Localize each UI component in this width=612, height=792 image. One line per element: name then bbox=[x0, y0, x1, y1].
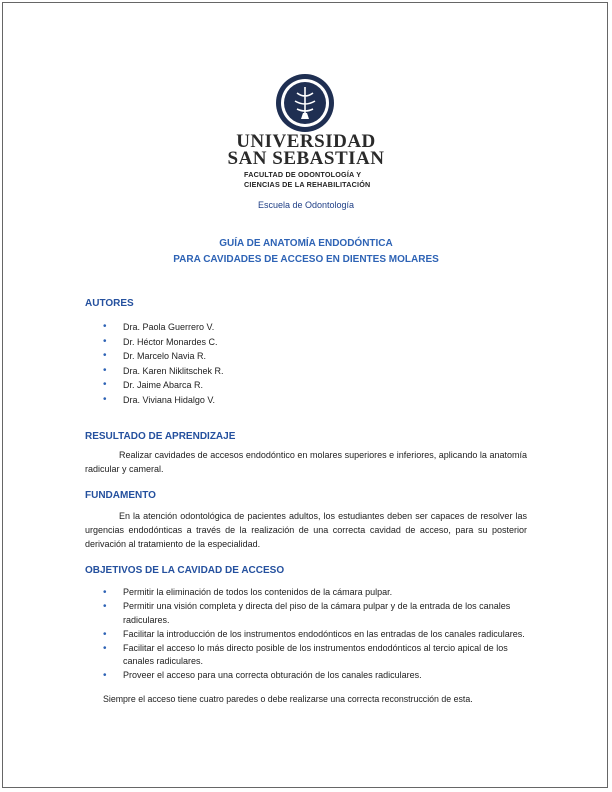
author-item: • Dr. Héctor Monardes C. bbox=[103, 335, 224, 350]
author-item: • Dra. Viviana Hidalgo V. bbox=[103, 393, 224, 408]
document-title-line1: GUÍA DE ANATOMÍA ENDODÓNTICA bbox=[219, 238, 393, 249]
authors-heading: AUTORES bbox=[85, 298, 134, 309]
foundation-text: En la atención odontológica de pacientes adultos, los estudiantes deben ser capaces de resolver las urgencias endodónticas a través de la realización de una correcta cavidad de acceso, para su posterior derivación al tratamiento de la especialidad. bbox=[85, 511, 527, 549]
author-item: • Dra. Karen Niklitschek R. bbox=[103, 364, 224, 379]
objectives-list bbox=[103, 586, 527, 683]
author-item: • Dr. Marcelo Navia R. bbox=[103, 349, 224, 364]
objective-item: • Proveer el acceso para una correcta obturación de los canales radiculares. bbox=[103, 669, 527, 683]
university-name-line1: UNIVERSIDAD bbox=[236, 131, 376, 152]
foundation-heading: FUNDAMENTO bbox=[85, 490, 156, 501]
objective-item: • Facilitar la introducción de los instrumentos endodónticos en las entradas de los canales radiculares. bbox=[103, 628, 527, 642]
objective-item: • Facilitar el acceso lo más directo posible de los instrumentos endodónticos al tercio apical de los canales radiculares. bbox=[103, 642, 527, 669]
faculty-line2: CIENCIAS DE LA REHABILITACIÓN bbox=[244, 180, 371, 189]
school-name: Escuela de Odontología bbox=[257, 200, 355, 210]
author-item: • Dr. Jaime Abarca R. bbox=[103, 378, 224, 393]
university-seal-logo bbox=[275, 73, 335, 133]
faculty-name bbox=[244, 170, 370, 190]
objectives-heading: OBJETIVOS DE LA CAVIDAD DE ACCESO bbox=[85, 565, 285, 576]
learning-outcome-text: Realizar cavidades de accesos endodóntico en molares superiores e inferiores, aplicando la anatomía radicular y cameral. bbox=[85, 450, 527, 474]
objective-item: • Permitir una visión completa y directa del piso de la cámara pulpar y de la entrada de los canales radiculares. bbox=[103, 600, 527, 627]
learning-outcome-heading: RESULTADO DE APRENDIZAJE bbox=[85, 431, 236, 442]
objective-item: • Permitir la eliminación de todos los contenidos de la cámara pulpar. bbox=[103, 586, 527, 600]
objectives-closing-text: Siempre el acceso tiene cuatro paredes o debe realizarse una correcta reconstrucción de esta. bbox=[103, 694, 473, 704]
authors-list bbox=[103, 320, 224, 407]
faculty-line1: FACULTAD DE ODONTOLOGÍA Y bbox=[244, 170, 362, 179]
document-title-line2: PARA CAVIDADES DE ACCESO EN DIENTES MOLARES bbox=[173, 254, 439, 265]
author-item: • Dra. Paola Guerrero V. bbox=[103, 320, 224, 335]
university-name-line2: SAN SEBASTIAN bbox=[227, 148, 385, 169]
